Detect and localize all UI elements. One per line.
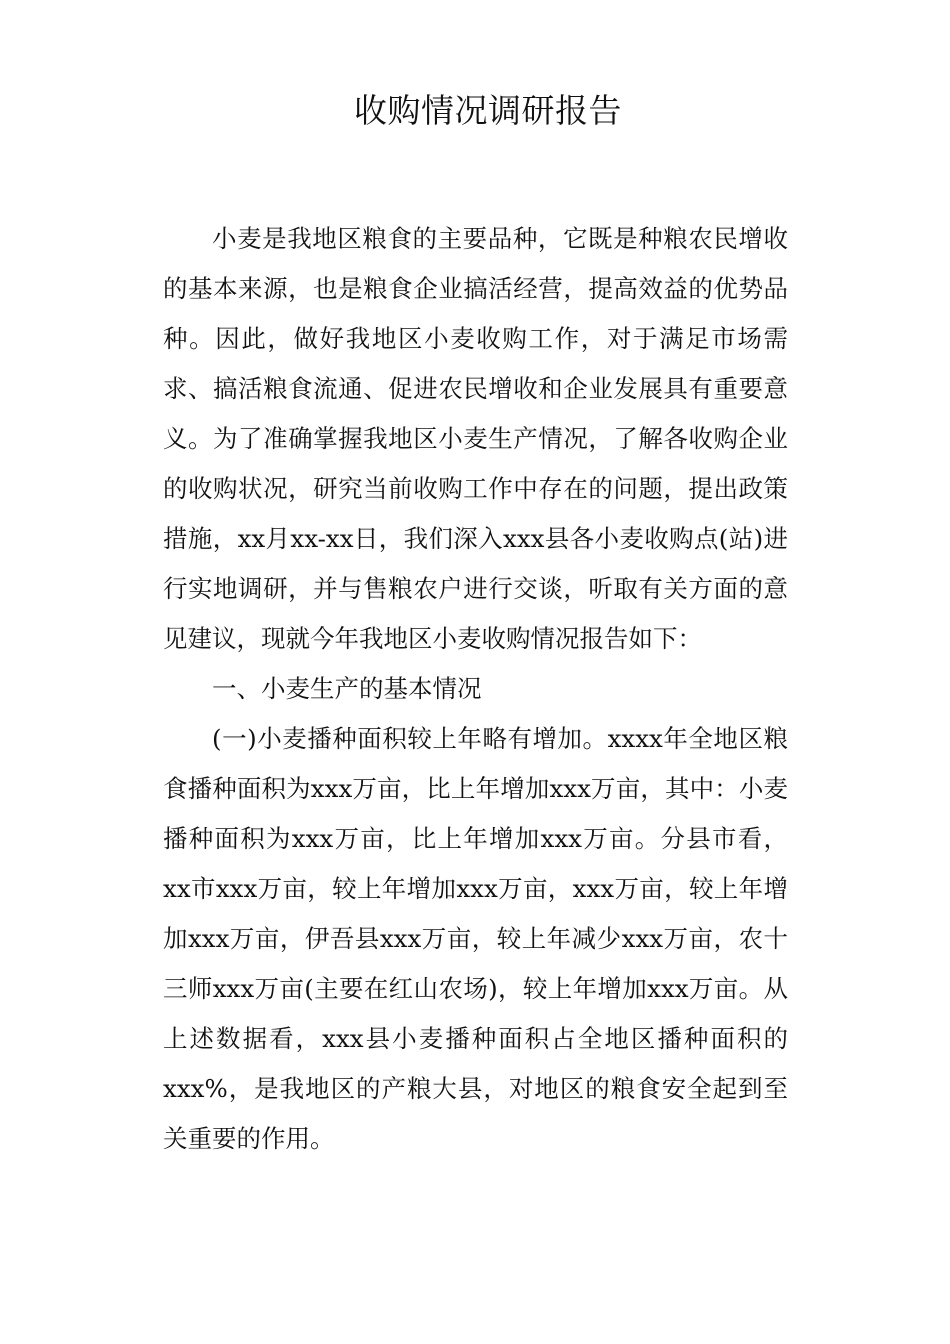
document-body [163, 214, 788, 1164]
section-heading-1: 一、小麦生产的基本情况 [212, 674, 482, 703]
paragraph-planting-area: (一)小麦播种面积较上年略有增加。xxxx年全地区粮食播种面积为xxx万亩，比上年增加xxx万亩，其中：小麦播种面积为xxx万亩，比上年增加xxx万亩。分县市看，xx市xxx万亩，较上年增加xxx万亩，xxx万亩，较上年增加xxx万亩，伊吾县xxx万亩，较上年减少xxx万亩，农十三师xxx万亩(主要在红山农场)，较上年增加xxx万亩。从上述数据看，xxx县小麦播种面积占全地区播种面积的xxx%，是我地区的产粮大县，对地区的粮食安全起到至关重要的作用。 [163, 724, 788, 1153]
document-title: 收购情况调研报告 [354, 91, 622, 130]
paragraph-intro: 小麦是我地区粮食的主要品种，它既是种粮农民增收的基本来源，也是粮食企业搞活经营，提高效益的优势品种。因此，做好我地区小麦收购工作，对于满足市场需求、搞活粮食流通、促进农民增收和企业发展具有重要意义。为了准确掌握我地区小麦生产情况，了解各收购企业的收购状况，研究当前收购工作中存在的问题，提出政策措施，xx月xx-xx日，我们深入xxx县各小麦收购点(站)进行实地调研，并与售粮农户进行交谈，听取有关方面的意见建议，现就今年我地区小麦收购情况报告如下： [163, 224, 788, 653]
